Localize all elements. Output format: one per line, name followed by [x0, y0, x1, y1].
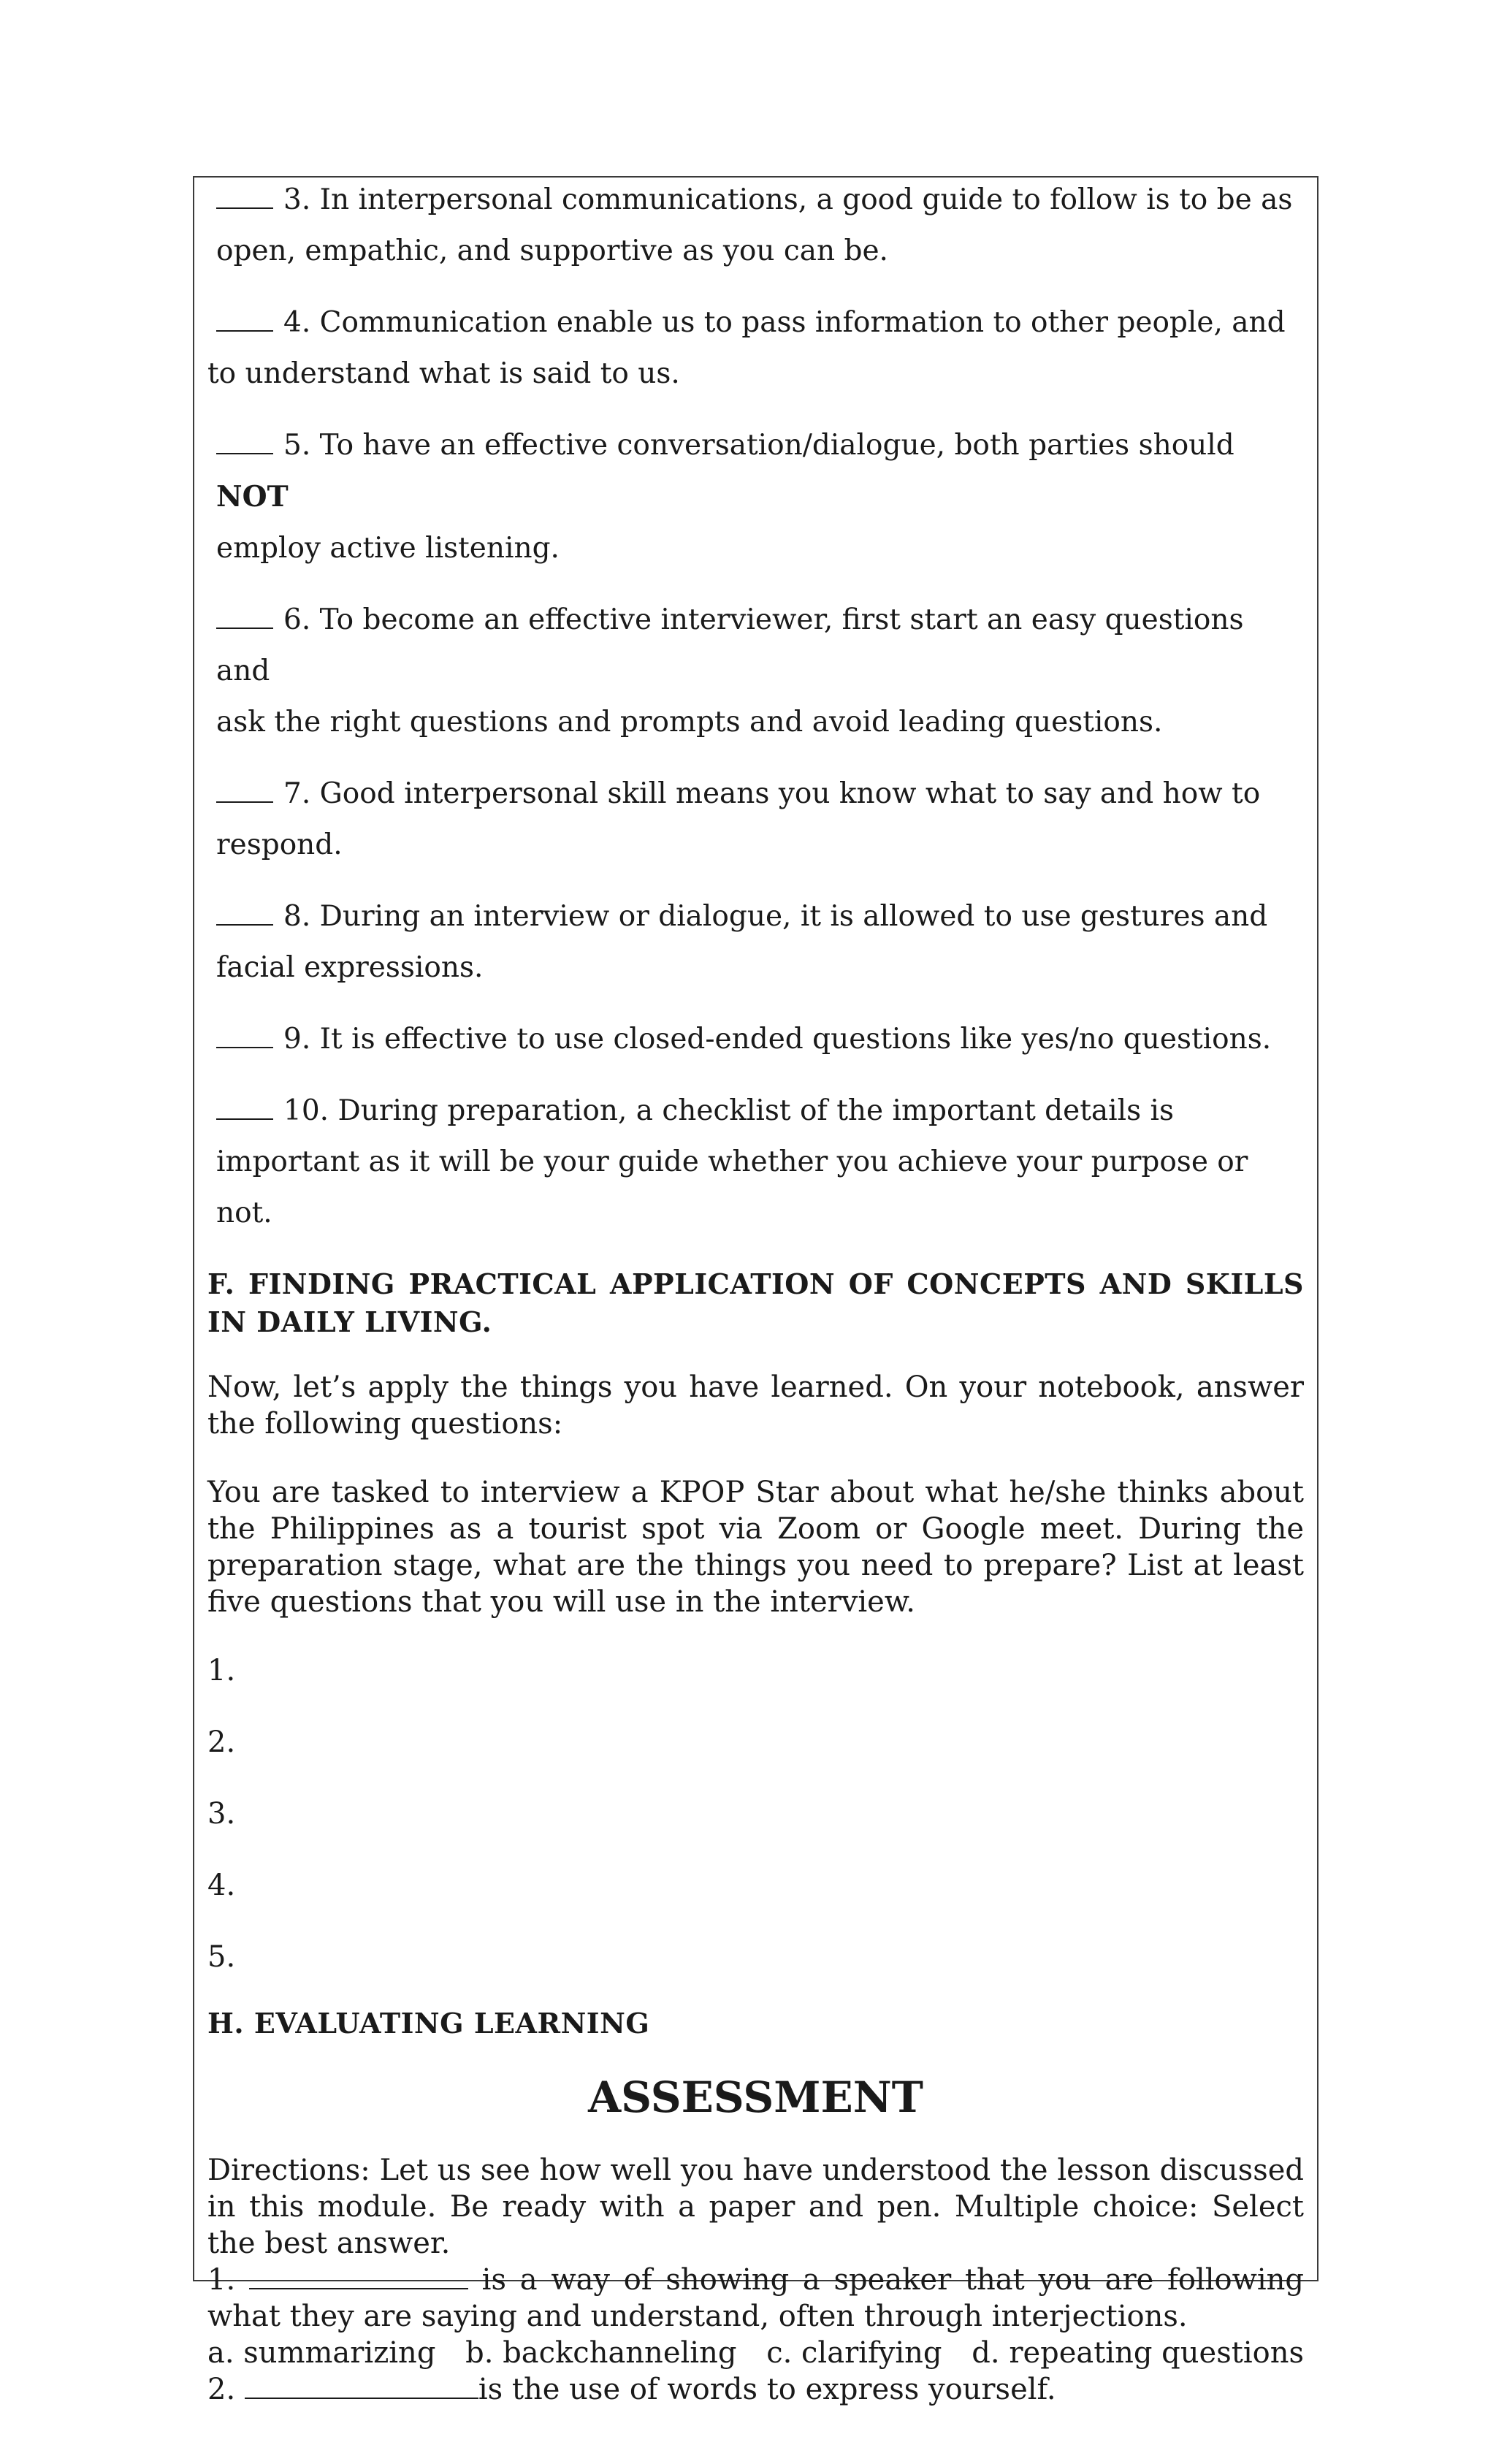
question-2: 2. is the use of words to express yourself.	[207, 2373, 1056, 2406]
choice-b[interactable]: b. backchanneling	[465, 2336, 737, 2370]
choice-d[interactable]: d. repeating questions	[972, 2336, 1304, 2370]
assessment-directions: Directions: Let us see how well you have understood the lesson discussed in this module. Be ready with a paper and pen. Multiple choice: Select the best answer.	[207, 2154, 1304, 2260]
question-2-blank[interactable]	[245, 2371, 478, 2399]
choice-c[interactable]: c. clarifying	[766, 2336, 942, 2370]
answer-blank[interactable]	[216, 305, 273, 332]
assessment-title: ASSESSMENT	[588, 2072, 923, 2122]
answer-blank[interactable]	[216, 777, 273, 803]
section-f-task: You are tasked to interview a KPOP Star about what he/she thinks about the Philippines as a tourist spot via Zoom or Google meet. During the preparation stage, what are the things you need to prepare? List at least five questions that you will use in the interview.	[207, 1476, 1304, 1619]
answer-number-2: 2.	[207, 1725, 236, 1759]
module-page-frame	[193, 176, 1318, 2406]
answer-number-5: 5.	[207, 1940, 236, 1974]
tf-item-9: 9. It is effective to use closed-ended questions like yes/no questions.	[207, 1014, 1304, 1065]
answer-number-4: 4.	[207, 1869, 236, 1902]
answer-blank[interactable]	[216, 899, 273, 926]
answer-blank[interactable]	[216, 183, 273, 209]
tf-item-5: 5. To have an effective conversation/dialogue, both parties should NOT employ active listening.	[216, 429, 1234, 565]
answer-number-1: 1.	[207, 1654, 236, 1687]
answer-blank[interactable]	[216, 1094, 273, 1120]
section-h-heading: H. EVALUATING LEARNING	[207, 2007, 650, 2040]
question-1-choices	[207, 2335, 1304, 2371]
tf-item-4: 4. Communication enable us to pass information to other people, and to understand what is said to us.	[207, 306, 1286, 390]
page-content	[207, 178, 1304, 2408]
section-f-intro: Now, let’s apply the things you have learned. On your notebook, answer the following questions:	[207, 1370, 1304, 1441]
question-1-blank[interactable]	[249, 2262, 468, 2289]
answer-blank[interactable]	[216, 603, 273, 629]
question-1: 1. is a way of showing a speaker that you are following what they are saying and understand, often through interjections.	[207, 2263, 1304, 2333]
tf-item-10: 10. During preparation, a checklist of the important details is important as it will be your guide whether you achieve your purpose or not.	[216, 1094, 1248, 1229]
tf-item-7: 7. Good interpersonal skill means you know what to say and how to respond.	[216, 777, 1261, 861]
tf-item-3: 3. In interpersonal communications, a good guide to follow is to be as open, empathic, and supportive as you can be.	[216, 183, 1293, 267]
answer-blank[interactable]	[216, 1022, 273, 1048]
tf-item-8: 8. During an interview or dialogue, it is allowed to use gestures and facial expressions.	[216, 900, 1268, 984]
tf-item-6: 6. To become an effective interviewer, first start an easy questions and ask the right questions and prompts and avoid leading questions.	[216, 603, 1244, 739]
emphasis-not: NOT	[216, 480, 289, 514]
choice-a[interactable]: a. summarizing	[207, 2336, 436, 2370]
answer-number-3: 3.	[207, 1797, 236, 1831]
answer-blank[interactable]	[216, 428, 273, 454]
section-f-heading: F. FINDING PRACTICAL APPLICATION OF CONCEPTS AND SKILLS IN DAILY LIVING.	[207, 1267, 1304, 1338]
